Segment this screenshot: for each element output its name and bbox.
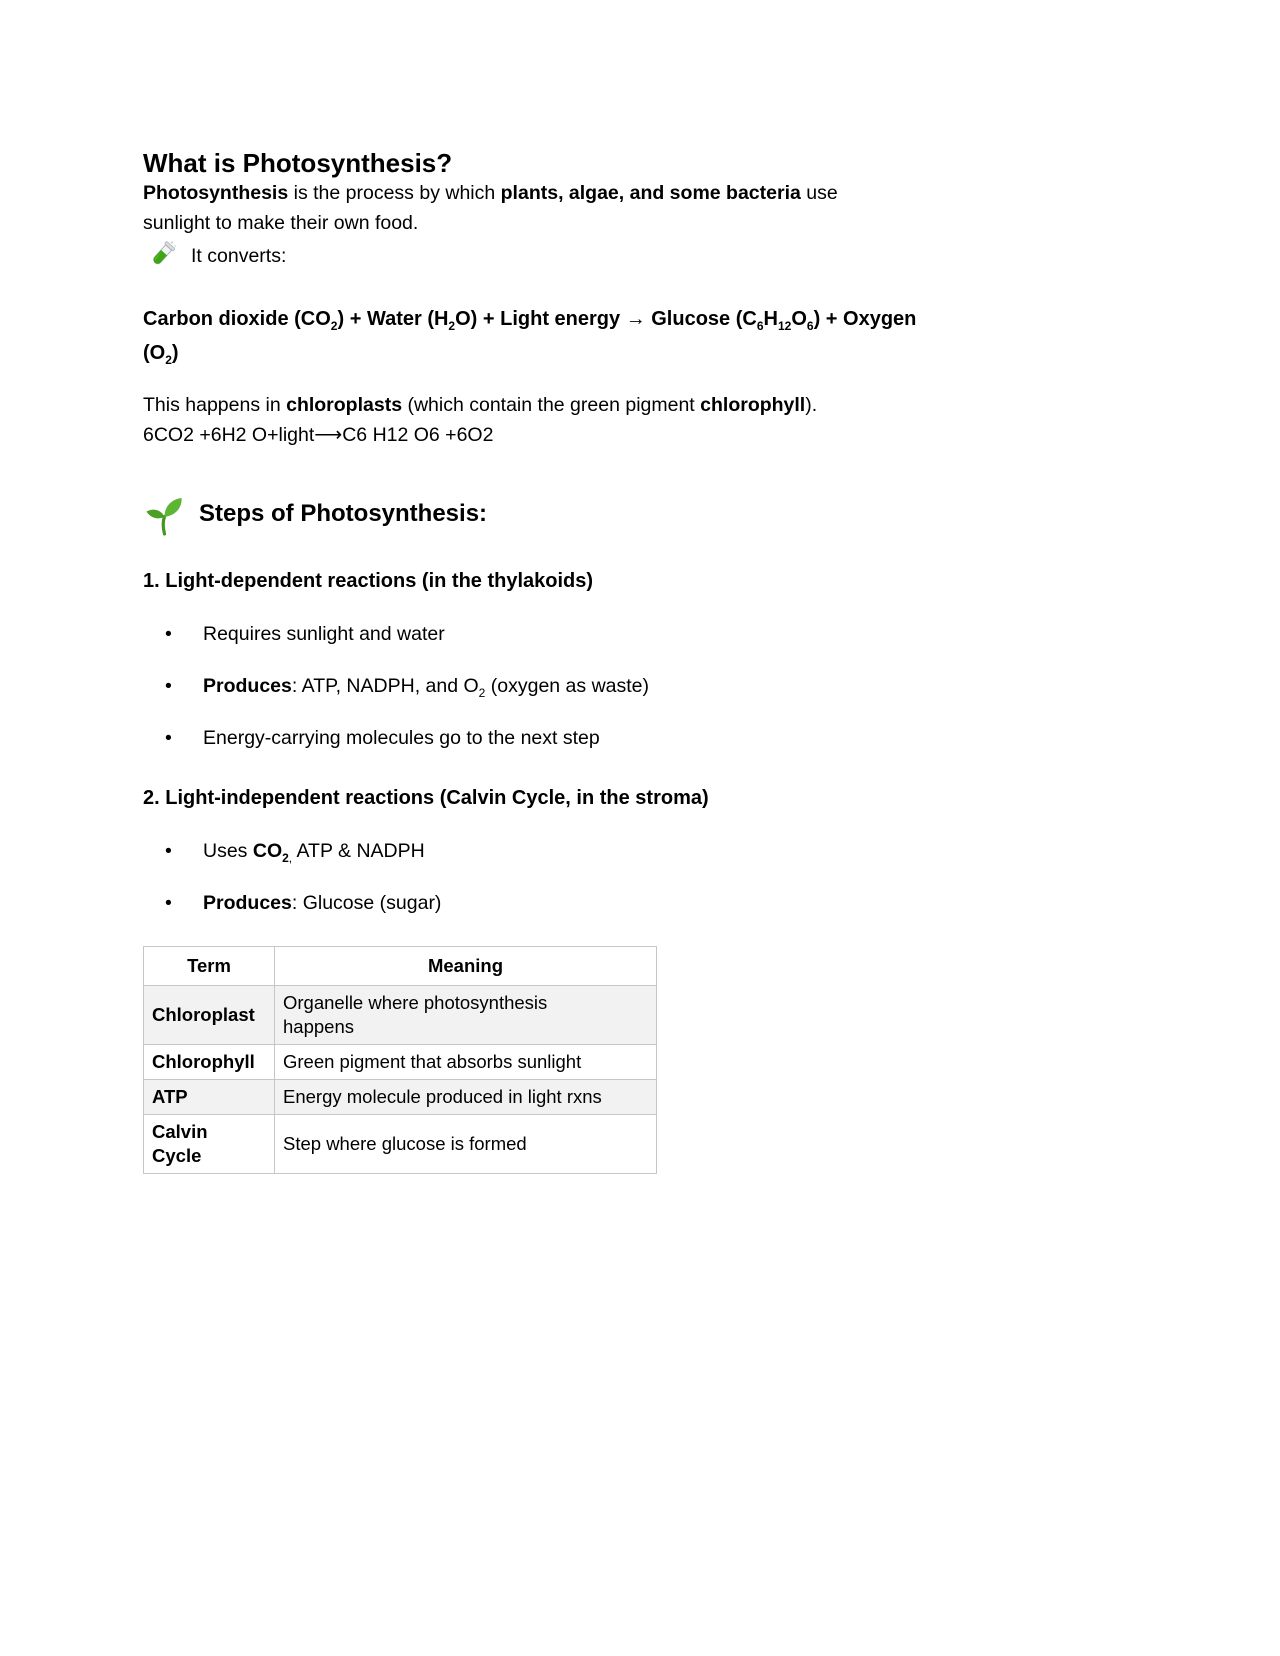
word-equation: Carbon dioxide $(CO_2)$ + Water $(H_2O)$ + Light energy → Glucose $(C_6H_{12}O_6)$ + Oxygen $(O_2)$ [143,308,917,367]
terms-table [143,946,657,1174]
table-row [144,1115,657,1174]
term-cell: Calvin Cycle [144,1115,275,1174]
meaning-cell: Green pigment that absorbs sunlight [275,1045,657,1080]
table-row [144,1080,657,1115]
table-header-row [144,947,657,986]
section-2-heading: 2. Light-independent reactions (Calvin Cycle, in the stroma) [143,787,709,809]
term-cell: Chloroplast [144,986,275,1045]
list-item: • Uses $CO_{2,}$ ATP & NADPH [203,837,1137,866]
term-cell: ATP [144,1080,275,1115]
chemical-equation: 6CO2 +6H2 O+light⟶C6 H12 O6 +6O2 [143,424,494,446]
section-1-heading: 1. Light-dependent reactions (in the thylakoids) [143,570,594,592]
list-item: • Produces: ATP, NADPH, and $O_2$ (oxygen as waste) [203,672,1137,701]
section-2-list [143,837,1137,918]
test-tube-icon [143,238,179,274]
list-item: • Energy-carrying molecules go to the next step [203,724,1137,753]
list-item: • Produces: Glucose (sugar) [203,889,1137,918]
page-title: What is Photosynthesis? [143,148,453,178]
meaning-cell: Energy molecule produced in light rxns [275,1080,657,1115]
chloroplast-note: This happens in chloroplasts (which contain the green pigment chlorophyll). [143,394,818,416]
converts-line [143,238,1137,274]
table-header-term: Term [144,947,275,986]
term-cell: Chlorophyll [144,1045,275,1080]
table-row [144,1045,657,1080]
seedling-icon [143,492,185,536]
meaning-cell: Step where glucose is formed [275,1115,657,1174]
list-item: • Requires sunlight and water [203,620,1137,649]
section-1-list [143,620,1137,753]
table-header-meaning: Meaning [275,947,657,986]
converts-label: It converts: [191,245,287,267]
steps-heading-label: Steps of Photosynthesis: [199,500,488,527]
meaning-cell: Organelle where photosynthesis happens [275,986,657,1045]
intro-paragraph: Photosynthesis is the process by which plants, algae, and some bacteria use sunlight to make their own food. [143,182,838,234]
table-row [144,986,657,1045]
steps-heading-row [143,492,1137,536]
